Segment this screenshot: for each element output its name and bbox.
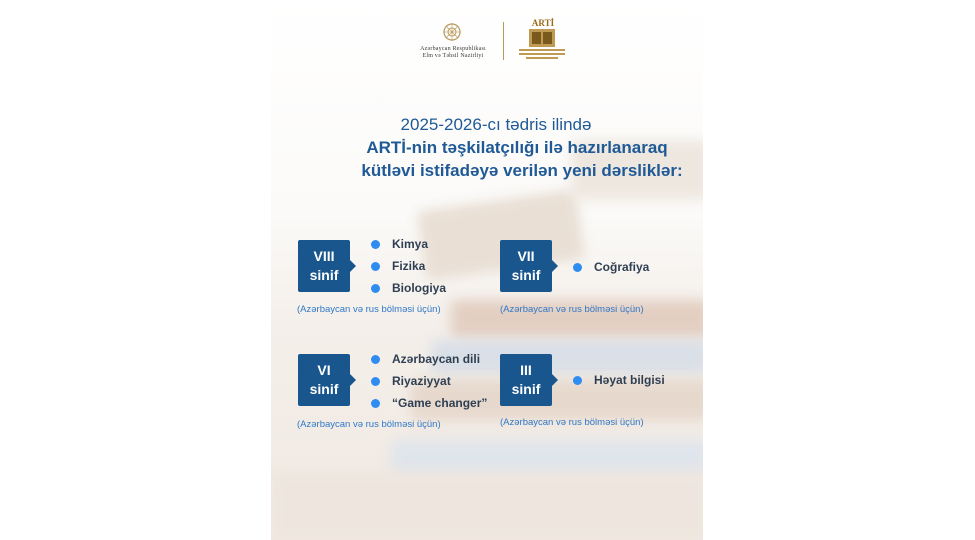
subject-list-vi [371,348,487,414]
grade-badge-viii [298,240,350,292]
grade-label: sinif [309,381,339,397]
subject-list-iii [573,369,665,391]
subject-item: “Game changer” [371,392,487,414]
subject-item: Coğrafiya [573,256,649,278]
subject-list-vii [573,256,649,278]
headline-line-1: 2025-2026-cı tədris ilində [400,115,592,134]
grade-label: VI [317,362,331,378]
ministry-name: Azərbaycan Respublikası Elm və Təhsil Nazirliyi [420,46,486,59]
arti-logo-text: ARTİ [531,18,555,28]
grade-label: sinif [511,381,541,397]
grade-badge-vii [500,240,552,292]
grade-note: (Azərbaycan və rus bölməsi üçün) [500,417,644,428]
bullet-icon [573,263,582,272]
subject-item: Biologiya [371,277,446,299]
bullet-icon [371,240,380,249]
bullet-icon [371,399,380,408]
poster [271,0,703,540]
grade-note: (Azərbaycan və rus bölməsi üçün) [297,419,441,430]
bullet-icon [371,355,380,364]
headline [271,114,703,182]
subject-item: Fizika [371,255,446,277]
subject-item: Həyat bilgisi [573,369,665,391]
ministry-emblem-icon [442,22,462,42]
headline-line-3: kütləvi istifadəyə verilən yeni dərsliklər: [361,161,683,180]
subject-item: Kimya [371,233,446,255]
arti-book-icon [529,29,555,47]
arti-logo-lines [519,49,565,61]
header-logos [271,18,703,68]
subject-item: Riyaziyyat [371,370,487,392]
bullet-icon [573,376,582,385]
grade-label: III [520,362,532,378]
background-book [271,470,703,540]
grade-label: VIII [313,248,335,264]
grade-label: sinif [309,267,339,283]
grade-note: (Azərbaycan və rus bölməsi üçün) [297,304,441,315]
grade-badge-iii [500,354,552,406]
bullet-icon [371,262,380,271]
bullet-icon [371,377,380,386]
grade-label: sinif [511,267,541,283]
grade-badge-vi [298,354,350,406]
headline-line-2: ARTİ-nin təşkilatçılığı ilə hazırlanaraq [366,138,668,157]
grade-note: (Azərbaycan və rus bölməsi üçün) [500,304,644,315]
subject-list-viii [371,233,446,299]
subject-item: Azərbaycan dili [371,348,487,370]
grade-label: VII [517,248,535,264]
logo-divider [503,22,504,60]
bullet-icon [371,284,380,293]
